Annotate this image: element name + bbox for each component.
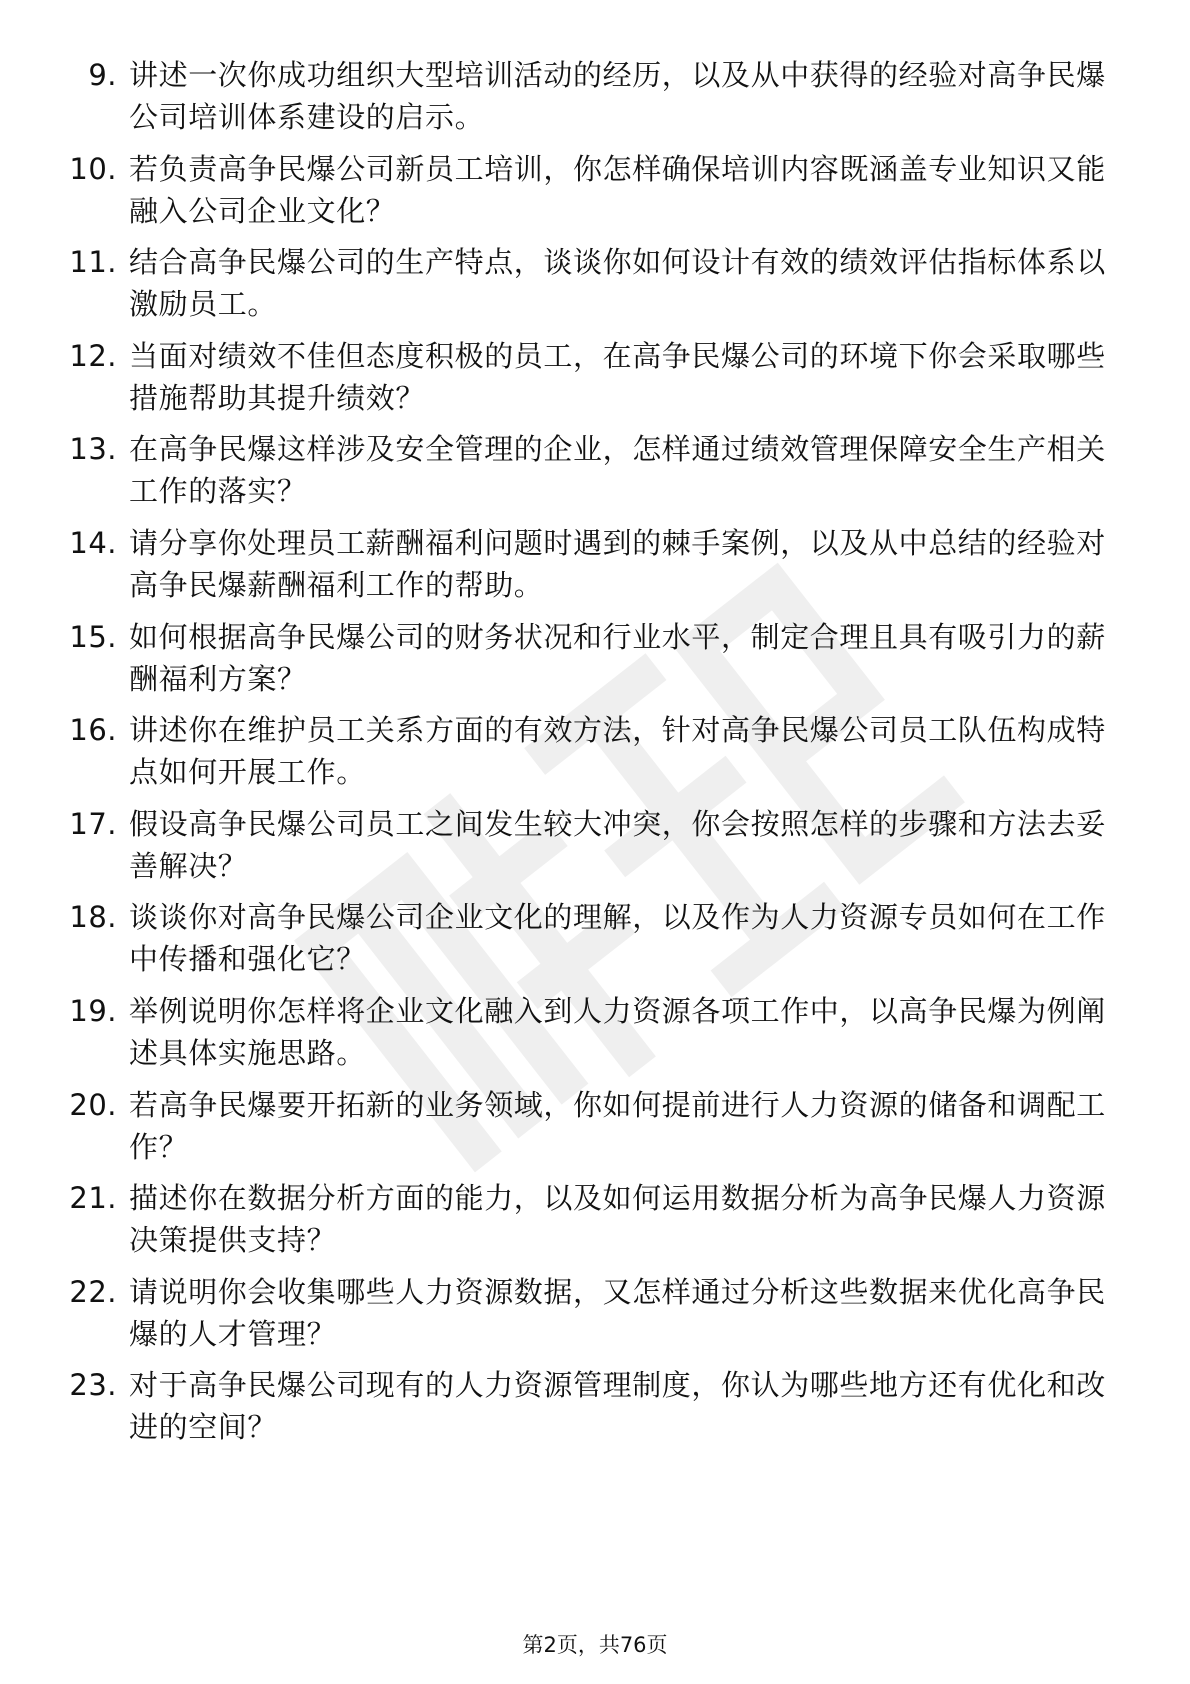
question-text: 讲述一次你成功组织大型培训活动的经历，以及从中获得的经验对高争民爆公司培训体系建设的启示。 <box>129 58 1106 134</box>
question-number: 13. <box>69 432 117 467</box>
question-number: 20. <box>69 1087 117 1122</box>
question-number: 23. <box>69 1368 117 1403</box>
list-item <box>58 896 1118 986</box>
question-text: 如何根据高争民爆公司的财务状况和行业水平，制定合理且具有吸引力的薪酬福利方案？ <box>129 619 1106 696</box>
list-item <box>58 522 1118 612</box>
question-list <box>58 54 1118 1458</box>
question-number: 11. <box>69 245 117 280</box>
question-number: 16. <box>69 713 117 748</box>
question-text: 假设高争民爆公司员工之间发生较大冲突，你会按照怎样的步骤和方法去妥善解决？ <box>129 806 1106 883</box>
question-number: 14. <box>69 525 117 560</box>
list-item <box>58 803 1118 893</box>
list-item <box>58 616 1118 706</box>
list-item <box>58 1271 1118 1361</box>
page-footer: 第2页，共76页 <box>522 1633 668 1657</box>
question-number: 18. <box>69 900 117 935</box>
question-number: 17. <box>69 806 117 841</box>
list-item <box>58 1084 1118 1174</box>
question-text: 谈谈你对高争民爆公司企业文化的理解，以及作为人力资源专员如何在工作中传播和强化它？ <box>129 900 1106 977</box>
question-number: 15. <box>69 619 117 654</box>
list-item <box>58 1177 1118 1267</box>
question-number: 22. <box>69 1274 117 1309</box>
question-text: 讲述你在维护员工关系方面的有效方法，针对高争民爆公司员工队伍构成特点如何开展工作。 <box>129 713 1106 790</box>
question-text: 对于高争民爆公司现有的人力资源管理制度，你认为哪些地方还有优化和改进的空间？ <box>129 1368 1106 1445</box>
question-text: 若负责高争民爆公司新员工培训，你怎样确保培训内容既涵盖专业知识又能融入公司企业文化？ <box>129 151 1106 228</box>
question-number: 10. <box>69 151 117 186</box>
list-item <box>58 1364 1118 1454</box>
list-item <box>58 990 1118 1080</box>
list-item <box>58 241 1118 331</box>
question-number: 9. <box>88 58 117 92</box>
list-item <box>58 428 1118 518</box>
question-text: 若高争民爆要开拓新的业务领域，你如何提前进行人力资源的储备和调配工作？ <box>129 1087 1106 1164</box>
question-text: 请分享你处理员工薪酬福利问题时遇到的棘手案例，以及从中总结的经验对高争民爆薪酬福利工作的帮助。 <box>129 525 1106 602</box>
question-text: 结合高争民爆公司的生产特点，谈谈你如何设计有效的绩效评估指标体系以激励员工。 <box>129 245 1106 322</box>
question-text: 当面对绩效不佳但态度积极的员工，在高争民爆公司的环境下你会采取哪些措施帮助其提升绩效？ <box>129 338 1106 415</box>
question-number: 12. <box>69 338 117 373</box>
list-item <box>58 335 1118 425</box>
question-text: 描述你在数据分析方面的能力，以及如何运用数据分析为高争民爆人力资源决策提供支持？ <box>129 1181 1106 1258</box>
question-text: 在高争民爆这样涉及安全管理的企业，怎样通过绩效管理保障安全生产相关工作的落实？ <box>129 432 1106 509</box>
question-text: 举例说明你怎样将企业文化融入到人力资源各项工作中，以高争民爆为例阐述具体实施思路。 <box>129 993 1106 1070</box>
list-item <box>58 54 1118 144</box>
list-item <box>58 148 1118 238</box>
question-number: 19. <box>69 993 117 1028</box>
question-text: 请说明你会收集哪些人力资源数据，又怎样通过分析这些数据来优化高争民爆的人才管理？ <box>129 1274 1106 1351</box>
list-item <box>58 709 1118 799</box>
question-number: 21. <box>69 1181 117 1216</box>
